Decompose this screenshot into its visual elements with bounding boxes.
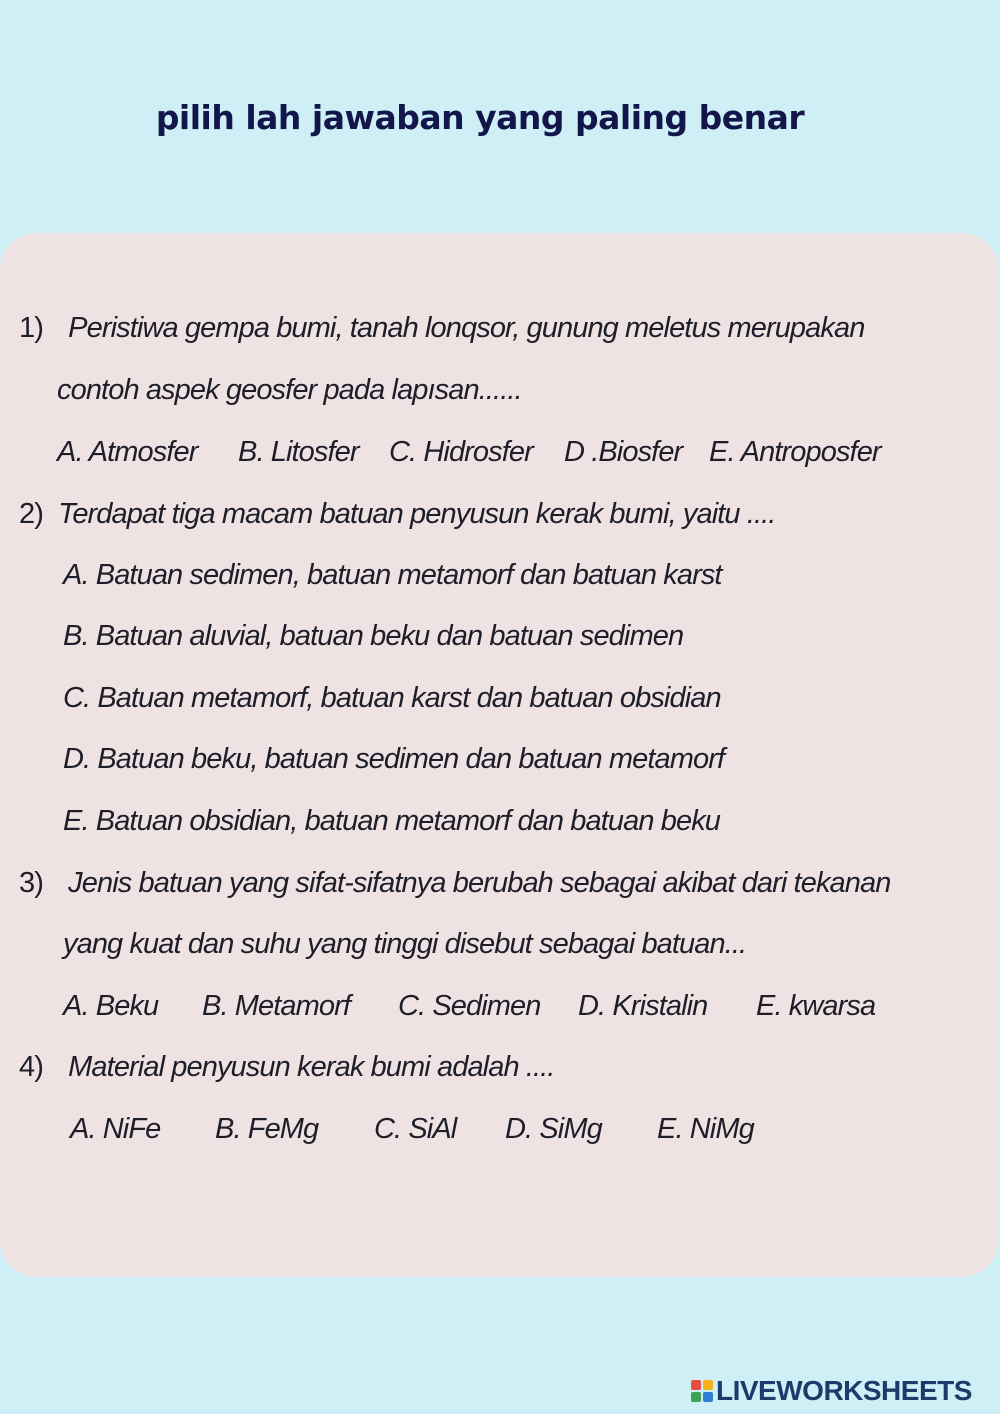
q1-option-b[interactable]: B. Litosfer: [238, 436, 359, 468]
q3-option-d[interactable]: D. Kristalin: [578, 990, 708, 1022]
liveworksheets-logo-icon: [691, 1380, 713, 1402]
logo-tile-e: [703, 1392, 713, 1402]
q4-option-b[interactable]: B. FeMg: [215, 1113, 319, 1145]
q3-option-a[interactable]: A. Beku: [63, 990, 159, 1022]
question-3-text-1: Jenis batuan yang sifat-sifatnya berubah sebagai akibat dari tekanan: [68, 867, 891, 899]
q1-option-d[interactable]: D .Biosfer: [564, 436, 683, 468]
q2-option-a[interactable]: A. Batuan sedimen, batuan metamorf dan batuan karst: [63, 559, 722, 591]
q3-option-b[interactable]: B. Metamorf: [202, 990, 351, 1022]
q3-option-e[interactable]: E. kwarsa: [756, 990, 876, 1022]
q2-option-c[interactable]: C. Batuan metamorf, batuan karst dan batuan obsidian: [63, 682, 721, 714]
q4-option-a[interactable]: A. NiFe: [70, 1113, 161, 1145]
q2-option-e[interactable]: E. Batuan obsidian, batuan metamorf dan batuan beku: [63, 805, 721, 837]
q3-option-c[interactable]: C. Sedimen: [398, 990, 541, 1022]
logo-tile-l: [691, 1380, 701, 1390]
q1-option-c[interactable]: C. Hidrosfer: [389, 436, 533, 468]
logo-tile-v: [691, 1392, 701, 1402]
liveworksheets-logo[interactable]: [691, 1376, 972, 1406]
question-4-options: [0, 1115, 1000, 1147]
question-3-number: 3): [19, 867, 43, 899]
question-4-line-1: [19, 1053, 554, 1082]
question-3-line-1: [19, 869, 890, 898]
question-4-text-1: Material penyusun kerak bumi adalah ....: [68, 1051, 555, 1083]
liveworksheets-brand-name: LIVEWORKSHEETS: [716, 1375, 972, 1406]
q4-option-d[interactable]: D. SiMg: [505, 1113, 602, 1145]
q4-option-e[interactable]: E. NiMg: [657, 1113, 754, 1145]
question-4-number: 4): [19, 1051, 43, 1083]
question-1-text-1: Peristiwa gempa bumi, tanah lonqsor, gunung meletus merupakan: [68, 312, 865, 344]
logo-tile-i: [703, 1380, 713, 1390]
question-3-options: [0, 992, 1000, 1024]
question-2-line-1: [19, 500, 775, 529]
question-1-line-1: [19, 314, 864, 343]
q1-option-e[interactable]: E. Antroposfer: [709, 436, 881, 468]
question-1-number: 1): [19, 312, 43, 344]
q4-option-c[interactable]: C. SiAl: [374, 1113, 457, 1145]
q1-option-a[interactable]: A. Atmosfer: [57, 436, 198, 468]
question-1-line-2: contoh aspek geosfer pada lapısan......: [57, 374, 522, 406]
question-1-options: [0, 438, 1000, 470]
q2-option-b[interactable]: B. Batuan aluvial, batuan beku dan batuan sedimen: [63, 620, 684, 652]
question-3-line-2: yang kuat dan suhu yang tinggi disebut sebagai batuan...: [63, 928, 747, 960]
worksheet-title: pilih lah jawaban yang paling benar: [155, 98, 805, 137]
question-2-number: 2): [19, 498, 43, 530]
question-2-text-1: Terdapat tiga macam batuan penyusun kerak bumi, yaitu ....: [58, 498, 776, 530]
q2-option-d[interactable]: D. Batuan beku, batuan sedimen dan batuan metamorf: [63, 743, 725, 775]
